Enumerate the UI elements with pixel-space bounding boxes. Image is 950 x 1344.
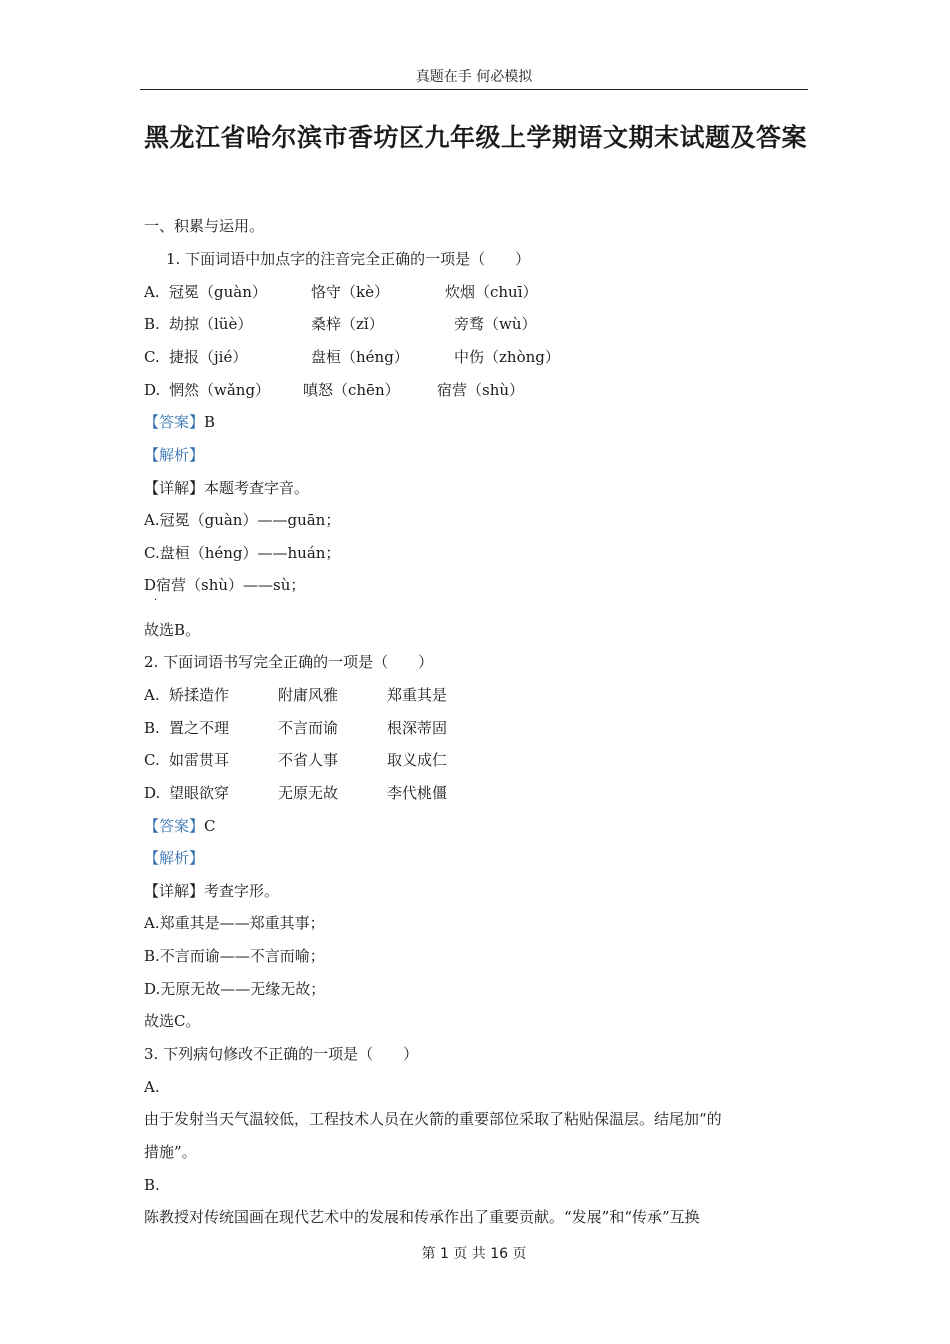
option-letter: C.: [144, 348, 160, 366]
option-item: 劫掠（lüè）: [169, 315, 253, 333]
stray-dot: ·: [154, 595, 158, 606]
option-item: 郑重其是: [387, 686, 448, 704]
header-divider: [140, 89, 808, 90]
option-item: 桑梓（zǐ）: [311, 315, 384, 333]
option-item: 恪守（kè）: [311, 283, 389, 301]
option-item: 根深蒂固: [387, 719, 448, 737]
option-item: 中伤（zhòng）: [454, 348, 560, 366]
option-item: 不言而谕: [278, 719, 339, 737]
q2-stem: 2. 下面词语书写完全正确的一项是（ ）: [144, 653, 434, 671]
option-item: 无原无故: [278, 784, 339, 802]
option-item: 惘然（wǎng）: [169, 381, 271, 399]
q1-note: A.冠冕（guàn）——guān；: [144, 511, 341, 529]
q2-note: A.郑重其是——郑重其事；: [144, 914, 325, 932]
option-item: 李代桃僵: [387, 784, 448, 802]
option-item: 炊烟（chuī）: [445, 283, 538, 301]
option-item: 附庸风雅: [278, 686, 339, 704]
option-item: 嗔怒（chēn）: [303, 381, 400, 399]
q3-option-a-label: A.: [144, 1078, 160, 1096]
option-letter: A.: [144, 283, 160, 301]
option-letter: D.: [144, 381, 161, 399]
page-footer: 第 1 页 共 16 页: [421, 1246, 527, 1262]
option-item: 捷报（jié）: [169, 348, 248, 366]
section-heading: 一、积累与运用。: [144, 217, 265, 235]
q3-option-b-label: B.: [144, 1176, 160, 1194]
option-item: 宿营（shù）: [437, 381, 525, 399]
option-letter: A.: [144, 686, 160, 704]
answer-value: C: [204, 817, 216, 835]
page-header: 真题在手 何必模拟: [415, 69, 533, 85]
q1-detail: 【详解】本题考查字音。: [144, 479, 310, 497]
option-letter: B.: [144, 315, 160, 333]
option-letter: D.: [144, 784, 161, 802]
option-item: 盘桓（héng）: [311, 348, 409, 366]
q1-answer: [144, 412, 215, 432]
q1-conclusion: 故选B。: [144, 621, 201, 639]
option-item: 置之不理: [169, 719, 230, 737]
q1-analysis-tag: 【解析】: [144, 446, 205, 464]
option-letter: C.: [144, 751, 160, 769]
answer-value: B: [204, 413, 216, 431]
option-item: 旁骛（wù）: [454, 315, 537, 333]
q2-conclusion: 故选C。: [144, 1012, 201, 1030]
answer-tag: 【答案】: [144, 413, 205, 431]
option-item: 如雷贯耳: [169, 751, 230, 769]
document-title: 黑龙江省哈尔滨市香坊区九年级上学期语文期末试题及答案: [144, 123, 808, 152]
option-item: 望眼欲穿: [169, 784, 230, 802]
option-letter: B.: [144, 719, 160, 737]
q2-note: D.无原无故——无缘无故；: [144, 980, 326, 998]
q3-option-a-text-cont: 措施”。: [144, 1143, 197, 1161]
option-item: 矫揉造作: [169, 686, 230, 704]
q3-option-a-text: 由于发射当天气温较低，工程技术人员在火箭的重要部位采取了粘贴保温层。结尾加“的: [144, 1110, 722, 1128]
q1-note: D宿营（shù）——sù；: [144, 576, 306, 594]
q3-option-b-text: 陈教授对传统国画在现代艺术中的发展和传承作出了重要贡献。“发展”和“传承”互换: [144, 1208, 700, 1226]
q2-note: B.不言而谕——不言而喻；: [144, 947, 325, 965]
q2-analysis-tag: 【解析】: [144, 849, 205, 867]
q1-stem: 1. 下面词语中加点字的注音完全正确的一项是（ ）: [166, 250, 531, 268]
option-item: 冠冕（guàn）: [169, 283, 267, 301]
answer-tag: 【答案】: [144, 817, 205, 835]
option-item: 取义成仁: [387, 751, 448, 769]
q3-stem: 3. 下列病句修改不正确的一项是（ ）: [144, 1045, 419, 1063]
q1-note: C.盘桓（héng）——huán；: [144, 544, 341, 562]
option-item: 不省人事: [278, 751, 339, 769]
q2-detail: 【详解】考查字形。: [144, 882, 280, 900]
q2-answer: [144, 816, 216, 836]
